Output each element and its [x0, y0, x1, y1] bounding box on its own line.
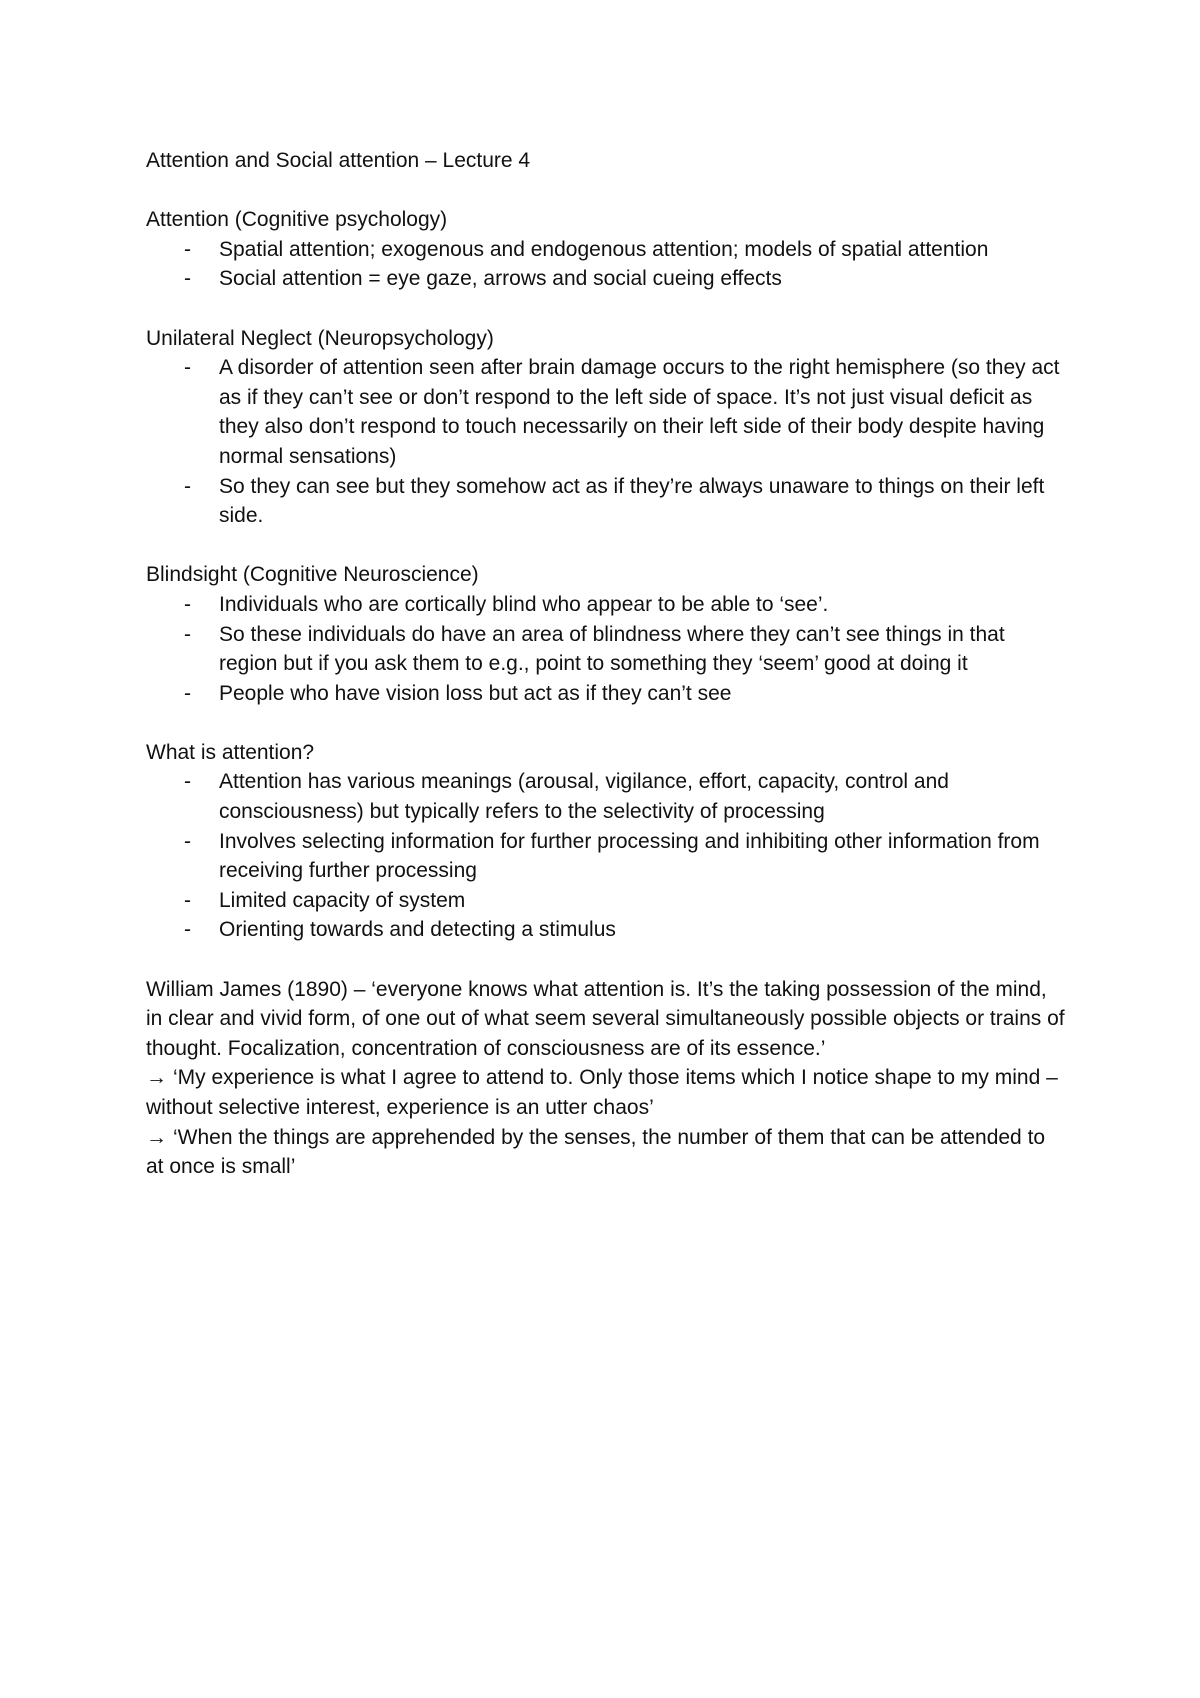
document-page	[146, 146, 1066, 1182]
list-item: - So these individuals do have an area of blindness where they can’t see things in that region but if you ask them to e.g., point to something they ‘seem’ good at doing it	[146, 620, 1066, 679]
list-item: - Spatial attention; exogenous and endogenous attention; models of spatial attention	[146, 235, 1066, 265]
quote-point: → ‘My experience is what I agree to attend to. Only those items which I notice shape to my mind – without selective interest, experience is an utter chaos’	[146, 1066, 1058, 1119]
dash-icon: -	[184, 237, 191, 261]
section-heading: Blindsight (Cognitive Neuroscience)	[146, 563, 479, 587]
section-blindsight	[146, 560, 1066, 708]
section-unilateral-neglect	[146, 324, 1066, 531]
section-heading: Attention (Cognitive psychology)	[146, 208, 448, 232]
list-item: - Limited capacity of system	[146, 886, 1066, 916]
section-heading: Unilateral Neglect (Neuropsychology)	[146, 326, 494, 350]
bullet-list	[146, 590, 1066, 708]
list-item: - Individuals who are cortically blind who appear to be able to ‘see’.	[146, 590, 1066, 620]
list-item: - Social attention = eye gaze, arrows and social cueing effects	[146, 264, 1066, 294]
list-item: - So they can see but they somehow act as if they’re always unaware to things on their left side.	[146, 472, 1066, 531]
list-item: - People who have vision loss but act as if they can’t see	[146, 679, 1066, 709]
section-what-is-attention	[146, 738, 1066, 945]
dash-icon: -	[184, 622, 191, 646]
bullet-list	[146, 235, 1066, 294]
dash-icon: -	[184, 592, 191, 616]
section-heading: What is attention?	[146, 740, 315, 764]
dash-icon: -	[184, 681, 191, 705]
william-james-quote	[146, 975, 1066, 1182]
dash-icon: -	[184, 888, 191, 912]
dash-icon: -	[184, 474, 191, 498]
right-arrow-icon: →	[146, 1125, 167, 1149]
right-arrow-icon: →	[146, 1066, 167, 1090]
quote-intro: William James (1890) – ‘everyone knows what attention is. It’s the taking possession of the mind, in clear and vivid form, of one out of what seem several simultaneously possible objects or trains of thought. Focalization, concentration of consciousness are of its essence.’	[146, 977, 1065, 1060]
document-title: Attention and Social attention – Lecture 4	[146, 149, 531, 172]
dash-icon: -	[184, 770, 191, 794]
list-item: - Involves selecting information for further processing and inhibiting other information from receiving further processing	[146, 827, 1066, 886]
section-attention	[146, 205, 1066, 294]
dash-icon: -	[184, 918, 191, 942]
list-item: - A disorder of attention seen after brain damage occurs to the right hemisphere (so they act as if they can’t see or don’t respond to the left side of space. It’s not just visual deficit as they also don’t respond to touch necessarily on their left side of their body despite having normal sensations)	[146, 353, 1066, 471]
dash-icon: -	[184, 356, 191, 380]
dash-icon: -	[184, 829, 191, 853]
bullet-list	[146, 353, 1066, 531]
list-item: - Orienting towards and detecting a stimulus	[146, 915, 1066, 945]
quote-point: → ‘When the things are apprehended by the senses, the number of them that can be attended to at once is small’	[146, 1125, 1046, 1179]
dash-icon: -	[184, 267, 191, 291]
list-item: - Attention has various meanings (arousal, vigilance, effort, capacity, control and consciousness) but typically refers to the selectivity of processing	[146, 767, 1066, 826]
bullet-list	[146, 767, 1066, 945]
